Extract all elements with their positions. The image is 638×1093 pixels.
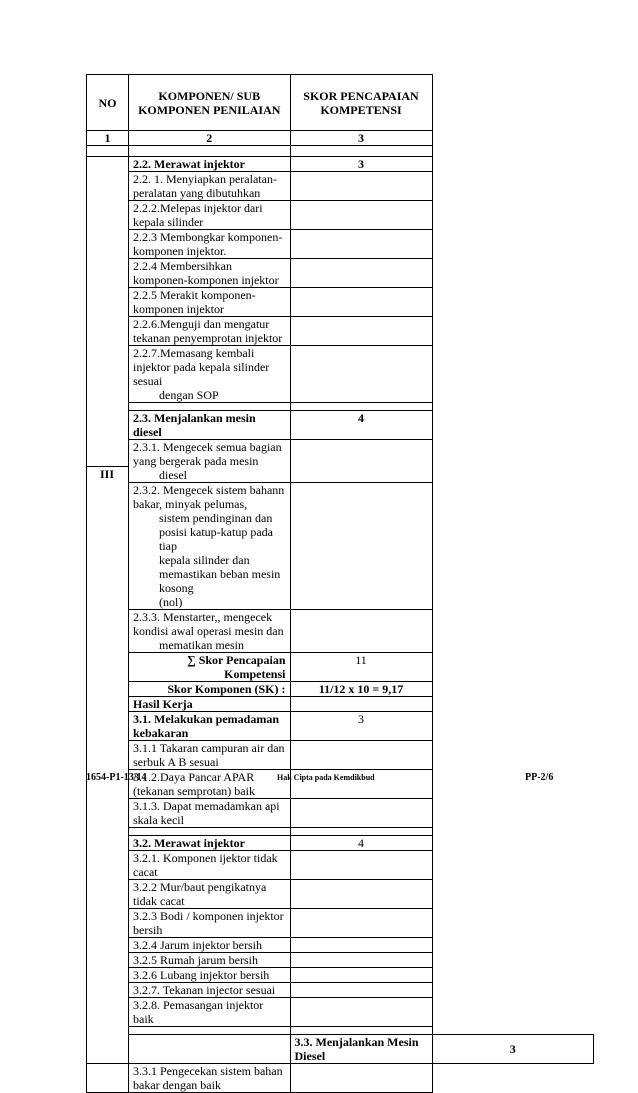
list-item: 3.2.3 Bodi / komponen injektor bersih	[129, 909, 291, 938]
col-number-1: 1	[87, 131, 129, 146]
list-item	[129, 610, 291, 653]
blank-cell	[290, 403, 432, 411]
header-skor: SKOR PENCAPAIAN KOMPETENSI	[290, 75, 432, 131]
section-score: 4	[290, 836, 432, 851]
blank-cell	[129, 1027, 291, 1035]
section-row	[87, 157, 594, 172]
no-cell-empty	[87, 157, 129, 1064]
section-title: 2.3. Menjalankan mesin diesel	[129, 411, 291, 440]
list-item-line: 2.3.3. Menstarter,, mengecek kondisi awal operasi mesin dan	[133, 610, 284, 638]
score-cell	[290, 483, 432, 610]
list-item: 2.2.4 Membersihkan komponen-komponen injektor	[129, 259, 291, 288]
section-number-iii: III	[99, 467, 114, 481]
column-number-row	[87, 131, 594, 146]
list-item-continuation: sistem pendinginan dan posisi katup-katup pada tiap	[159, 511, 273, 553]
list-item	[129, 483, 291, 610]
score-cell	[290, 610, 432, 653]
section-heading: Hasil Kerja	[129, 697, 291, 712]
sk-label: Skor Komponen (SK) :	[129, 682, 291, 697]
score-cell	[290, 998, 432, 1027]
score-cell	[290, 697, 432, 712]
list-item: 2.2.5 Merakit komponen-komponen injektor	[129, 288, 291, 317]
score-cell	[290, 201, 432, 230]
list-item: 3.2.5 Rumah jarum bersih	[129, 953, 291, 968]
footer-copyright: Hak Cipta pada Kemdikbud	[277, 773, 375, 782]
list-item: 3.1.3. Dapat memadamkan api skala kecil	[129, 799, 291, 828]
blank-cell	[129, 146, 291, 157]
list-item: 3.2.4 Jarum injektor bersih	[129, 938, 291, 953]
blank-cell	[129, 828, 291, 836]
score-cell	[290, 909, 432, 938]
col-number-2: 2	[129, 131, 291, 146]
list-item-continuation: dengan SOP	[159, 388, 219, 402]
score-cell	[290, 346, 432, 403]
list-item: 2.2.6.Menguji dan mengatur tekanan penyemprotan injektor	[129, 317, 291, 346]
score-cell	[290, 938, 432, 953]
list-item-continuation: (nol)	[159, 595, 183, 609]
section-title: 2.2. Merawat injektor	[129, 157, 291, 172]
section-score: 4	[290, 411, 432, 440]
section-title: 3.2. Merawat injektor	[129, 836, 291, 851]
list-item: 2.2.2.Melepas injektor dari kepala silinder	[129, 201, 291, 230]
footer-page: PP-2/6	[525, 772, 554, 783]
blank-cell	[129, 403, 291, 411]
list-item: 3.2.2 Mur/baut pengikatnya tidak cacat	[129, 880, 291, 909]
list-item-continuation: mematikan mesin	[159, 638, 244, 652]
score-cell	[290, 799, 432, 828]
list-item: 3.2.1. Komponen ijektor tidak cacat	[129, 851, 291, 880]
header-no: NO	[87, 75, 129, 131]
blank-cell	[290, 1027, 432, 1035]
score-cell	[290, 259, 432, 288]
blank-cell	[290, 146, 432, 157]
sk-value: 11/12 x 10 = 9,17	[290, 682, 432, 697]
list-item-line: 2.3.1. Mengecek semua bagian yang bergerak pada mesin	[133, 440, 282, 468]
score-cell	[290, 1064, 432, 1093]
blank-cell	[87, 146, 129, 157]
table-header-row	[87, 75, 594, 131]
list-item	[129, 346, 291, 403]
score-cell	[290, 172, 432, 201]
list-item: 3.1.1 Takaran campuran air dan serbuk A B sesuai	[129, 741, 291, 770]
list-item-line: 2.3.2. Mengecek sistem bahann bakar, minyak pelumas,	[133, 483, 285, 511]
list-item-continuation: kepala silinder dan memastikan beban mesin kosong	[159, 553, 281, 595]
score-cell	[290, 741, 432, 770]
score-cell	[290, 880, 432, 909]
section-score: 3	[290, 712, 432, 741]
assessment-table	[86, 74, 594, 1093]
list-item	[129, 440, 291, 483]
no-cell-empty	[87, 1064, 129, 1093]
sum-label: ∑ Skor Pencapaian Kompetensi	[129, 653, 291, 682]
section-score: 3	[290, 157, 432, 172]
score-cell	[290, 953, 432, 968]
header-komponen: KOMPONEN/ SUB KOMPONEN PENILAIAN	[129, 75, 291, 131]
list-item: 3.2.7. Tekanan injector sesuai	[129, 983, 291, 998]
no-cell-empty	[129, 1035, 291, 1064]
score-cell	[290, 968, 432, 983]
list-item: 2.2. 1. Menyiapkan peralatan-peralatan yang dibutuhkan	[129, 172, 291, 201]
section-score: 3	[432, 1035, 594, 1064]
col-number-3: 3	[290, 131, 432, 146]
footer-code: 1654-P1-13/14	[86, 772, 147, 783]
divider	[86, 466, 128, 467]
sum-value: 11	[290, 653, 432, 682]
list-item: 2.2.3 Membongkar komponen-komponen injektor.	[129, 230, 291, 259]
section-title: 3.1. Melakukan pemadaman kebakaran	[129, 712, 291, 741]
score-cell	[290, 317, 432, 346]
section-title: 3.3. Menjalankan Mesin Diesel	[290, 1035, 432, 1064]
list-item: 3.3.1 Pengecekan sistem bahan bakar dengan baik	[129, 1064, 291, 1093]
list-item-line: 2.2.7.Memasang kembali injektor pada kepala silinder sesuai	[133, 346, 270, 388]
score-cell	[290, 230, 432, 259]
blank-cell	[290, 828, 432, 836]
score-cell	[290, 288, 432, 317]
score-cell	[290, 851, 432, 880]
list-item: 3.2.8. Pemasangan injektor baik	[129, 998, 291, 1027]
list-item: 3.1.2.Daya Pancar APAR (tekanan semprotan) baik	[129, 770, 291, 799]
list-item-continuation: diesel	[159, 468, 187, 482]
score-cell	[290, 983, 432, 998]
list-item: 3.2.6 Lubang injektor bersih	[129, 968, 291, 983]
score-cell	[290, 440, 432, 483]
